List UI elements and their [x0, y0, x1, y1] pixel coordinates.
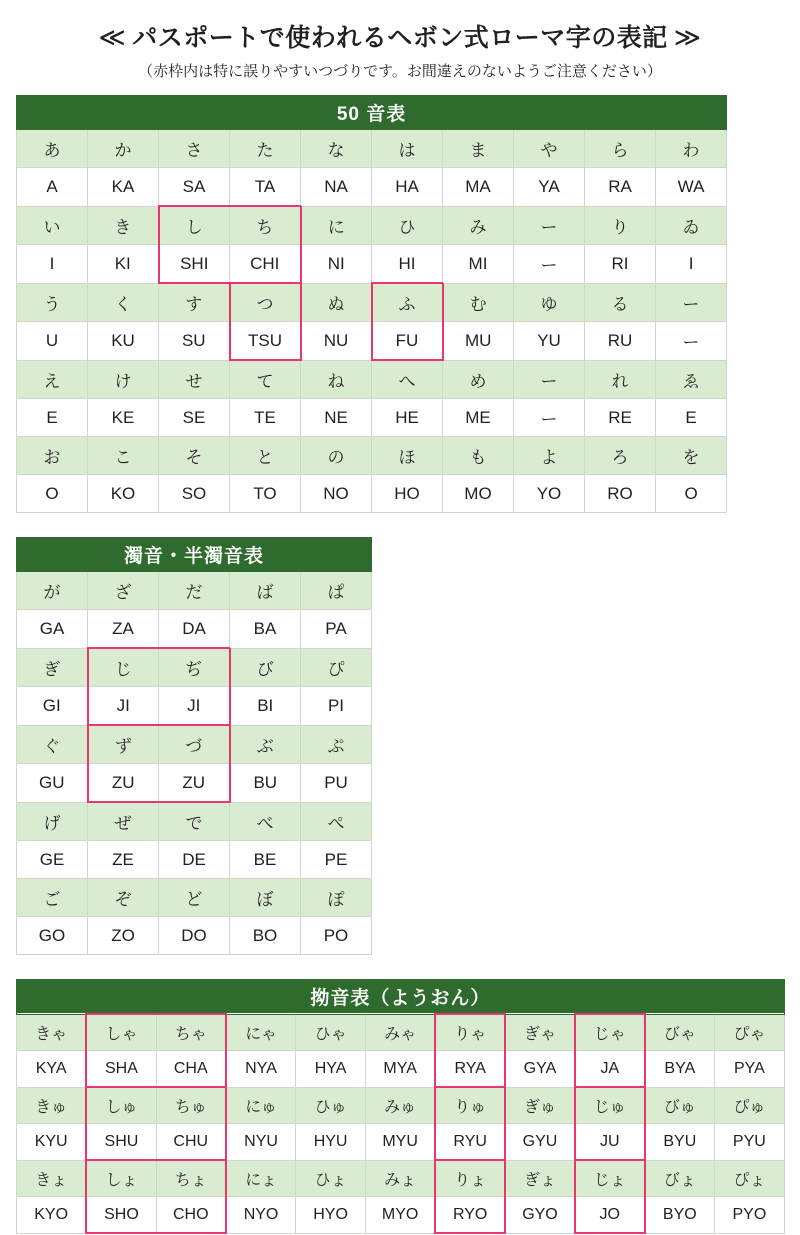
kana-cell: い	[17, 206, 88, 245]
romaji-cell: MO	[443, 475, 514, 513]
romaji-cell: BO	[230, 917, 301, 955]
romaji-cell: NE	[301, 399, 372, 437]
kana-cell: みゅ	[365, 1087, 435, 1124]
kana-cell: ぴょ	[714, 1160, 784, 1197]
kana-cell: じょ	[575, 1160, 645, 1197]
romaji-cell: GA	[17, 610, 88, 649]
romaji-cell: SHO	[86, 1197, 156, 1234]
kana-cell: ず	[88, 725, 159, 764]
kana-cell: ま	[443, 130, 514, 168]
kana-cell: み	[443, 206, 514, 245]
romaji-cell: GYA	[505, 1051, 575, 1088]
table-row	[17, 399, 727, 437]
kana-cell: て	[230, 360, 301, 399]
kana-table-table-50	[16, 95, 727, 513]
romaji-cell: DO	[159, 917, 230, 955]
kana-cell: ぽ	[301, 879, 372, 917]
romaji-cell: BYA	[645, 1051, 715, 1088]
romaji-cell: ー	[514, 245, 585, 284]
table-row	[17, 610, 372, 649]
romaji-cell: RYO	[435, 1197, 505, 1234]
table-heading-row	[17, 96, 727, 130]
table-row	[17, 1014, 785, 1051]
table-row	[17, 879, 372, 917]
romaji-cell: RA	[585, 168, 656, 207]
page-subtitle: （赤枠内は特に誤りやすいつづりです。お間違えのないようご注意ください）	[138, 63, 662, 80]
romaji-cell: JI	[88, 687, 159, 726]
kana-cell: さ	[159, 130, 230, 168]
kana-cell: か	[88, 130, 159, 168]
romaji-cell: NYU	[226, 1124, 296, 1161]
kana-cell: る	[585, 283, 656, 322]
romaji-cell: YU	[514, 322, 585, 361]
kana-cell: にゅ	[226, 1087, 296, 1124]
romaji-cell: RYA	[435, 1051, 505, 1088]
romaji-cell: GO	[17, 917, 88, 955]
romaji-cell: O	[656, 475, 727, 513]
kana-cell: つ	[230, 283, 301, 322]
romaji-cell: TA	[230, 168, 301, 207]
romaji-cell: PE	[301, 841, 372, 879]
kana-cell: ぱ	[301, 572, 372, 610]
kana-cell: ざ	[88, 572, 159, 610]
kana-cell: せ	[159, 360, 230, 399]
left-guillemet-icon: ≪	[98, 22, 127, 52]
table-row	[17, 1197, 785, 1234]
kana-cell: じ	[88, 648, 159, 687]
kana-cell: た	[230, 130, 301, 168]
romaji-cell: RU	[585, 322, 656, 361]
romaji-cell: SHI	[159, 245, 230, 284]
romaji-cell: SO	[159, 475, 230, 513]
kana-cell: ひゃ	[296, 1014, 366, 1051]
kana-cell: の	[301, 437, 372, 475]
romaji-cell: HYU	[296, 1124, 366, 1161]
romaji-cell: BI	[230, 687, 301, 726]
romaji-cell: ZU	[159, 764, 230, 803]
kana-cell: しゃ	[86, 1014, 156, 1051]
table-row	[17, 917, 372, 955]
romaji-cell: KE	[88, 399, 159, 437]
kana-cell: ぼ	[230, 879, 301, 917]
romaji-cell: CHA	[156, 1051, 226, 1088]
kana-cell: づ	[159, 725, 230, 764]
romaji-cell: CHU	[156, 1124, 226, 1161]
romaji-cell: SHA	[86, 1051, 156, 1088]
kana-cell: ぶ	[230, 725, 301, 764]
romaji-cell: PA	[301, 610, 372, 649]
kana-cell: ゑ	[656, 360, 727, 399]
romaji-cell: ZU	[88, 764, 159, 803]
right-guillemet-icon: ≫	[673, 22, 702, 52]
kana-cell: ぎょ	[505, 1160, 575, 1197]
table-row	[17, 283, 727, 322]
table-row	[17, 572, 372, 610]
kana-cell: と	[230, 437, 301, 475]
table-row	[17, 1160, 785, 1197]
kana-cell: む	[443, 283, 514, 322]
kana-cell: じゅ	[575, 1087, 645, 1124]
kana-cell: ぷ	[301, 725, 372, 764]
kana-cell: ぴゅ	[714, 1087, 784, 1124]
romaji-cell: PI	[301, 687, 372, 726]
romaji-cell: BYO	[645, 1197, 715, 1234]
kana-cell: ぐ	[17, 725, 88, 764]
romaji-cell: GE	[17, 841, 88, 879]
romaji-cell: JU	[575, 1124, 645, 1161]
romaji-cell: NU	[301, 322, 372, 361]
table-row	[17, 802, 372, 841]
romaji-cell: HYO	[296, 1197, 366, 1234]
kana-cell: びょ	[645, 1160, 715, 1197]
kana-cell: ら	[585, 130, 656, 168]
table-row	[17, 206, 727, 245]
kana-cell: き	[88, 206, 159, 245]
romaji-cell: ー	[656, 322, 727, 361]
romaji-cell: HE	[372, 399, 443, 437]
kana-cell: だ	[159, 572, 230, 610]
kana-cell: ど	[159, 879, 230, 917]
romaji-cell: YO	[514, 475, 585, 513]
romaji-cell: KYU	[17, 1124, 87, 1161]
kana-cell: こ	[88, 437, 159, 475]
romaji-cell: TSU	[230, 322, 301, 361]
romaji-cell: TE	[230, 399, 301, 437]
kana-cell: う	[17, 283, 88, 322]
kana-cell: りゅ	[435, 1087, 505, 1124]
kana-cell: ぞ	[88, 879, 159, 917]
kana-cell: ー	[656, 283, 727, 322]
romaji-cell: ー	[514, 399, 585, 437]
romaji-cell: GYU	[505, 1124, 575, 1161]
kana-cell: じゃ	[575, 1014, 645, 1051]
romaji-cell: GYO	[505, 1197, 575, 1234]
kana-cell: げ	[17, 802, 88, 841]
kana-cell: ぜ	[88, 802, 159, 841]
kana-cell: ぢ	[159, 648, 230, 687]
kana-cell: きゃ	[17, 1014, 87, 1051]
table-row	[17, 322, 727, 361]
romaji-cell: PO	[301, 917, 372, 955]
kana-cell: にゃ	[226, 1014, 296, 1051]
romaji-cell: U	[17, 322, 88, 361]
kana-cell: な	[301, 130, 372, 168]
kana-cell: や	[514, 130, 585, 168]
kana-cell: そ	[159, 437, 230, 475]
kana-cell: れ	[585, 360, 656, 399]
table-heading-row	[17, 980, 785, 1015]
table-row	[17, 841, 372, 879]
kana-cell: ちょ	[156, 1160, 226, 1197]
romaji-cell: PU	[301, 764, 372, 803]
romaji-cell: RI	[585, 245, 656, 284]
kana-cell: ぴ	[301, 648, 372, 687]
romaji-cell: MA	[443, 168, 514, 207]
romaji-cell: MYO	[365, 1197, 435, 1234]
kana-cell: みょ	[365, 1160, 435, 1197]
romaji-cell: YA	[514, 168, 585, 207]
kana-cell: ち	[230, 206, 301, 245]
romaji-cell: DE	[159, 841, 230, 879]
romaji-cell: BYU	[645, 1124, 715, 1161]
kana-cell: わ	[656, 130, 727, 168]
romaji-cell: PYO	[714, 1197, 784, 1234]
romaji-cell: JO	[575, 1197, 645, 1234]
romaji-cell: SHU	[86, 1124, 156, 1161]
romaji-cell: E	[17, 399, 88, 437]
kana-cell: り	[585, 206, 656, 245]
romaji-cell: MYA	[365, 1051, 435, 1088]
kana-cell: め	[443, 360, 514, 399]
kana-cell: に	[301, 206, 372, 245]
kana-cell: きゅ	[17, 1087, 87, 1124]
romaji-cell: RYU	[435, 1124, 505, 1161]
kana-cell: ろ	[585, 437, 656, 475]
table-row	[17, 168, 727, 207]
romaji-cell: PYU	[714, 1124, 784, 1161]
kana-cell: きょ	[17, 1160, 87, 1197]
kana-cell: ね	[301, 360, 372, 399]
kana-cell: びゃ	[645, 1014, 715, 1051]
kana-cell: ゐ	[656, 206, 727, 245]
kana-cell: みゃ	[365, 1014, 435, 1051]
table-row	[17, 130, 727, 168]
kana-cell: ば	[230, 572, 301, 610]
kana-cell: びゅ	[645, 1087, 715, 1124]
kana-cell: お	[17, 437, 88, 475]
romaji-cell: BA	[230, 610, 301, 649]
kana-cell: ちゃ	[156, 1014, 226, 1051]
romaji-cell: I	[17, 245, 88, 284]
romaji-cell: KYO	[17, 1197, 87, 1234]
romaji-cell: ME	[443, 399, 514, 437]
page-title-text: パスポートで使われるヘボン式ローマ字の表記	[132, 24, 668, 52]
kana-cell: ご	[17, 879, 88, 917]
romaji-cell: HI	[372, 245, 443, 284]
kana-cell: にょ	[226, 1160, 296, 1197]
table-row	[17, 1051, 785, 1088]
table-row	[17, 725, 372, 764]
kana-cell: ぎゃ	[505, 1014, 575, 1051]
tables-container	[16, 95, 784, 1234]
romaji-cell: MU	[443, 322, 514, 361]
romaji-cell: SU	[159, 322, 230, 361]
kana-cell: しゅ	[86, 1087, 156, 1124]
romaji-cell: SA	[159, 168, 230, 207]
romaji-cell: HO	[372, 475, 443, 513]
kana-cell: べ	[230, 802, 301, 841]
romaji-cell: CHO	[156, 1197, 226, 1234]
romaji-cell: JI	[159, 687, 230, 726]
kana-cell: く	[88, 283, 159, 322]
table-row	[17, 475, 727, 513]
romaji-cell: WA	[656, 168, 727, 207]
romaji-cell: NA	[301, 168, 372, 207]
table-row	[17, 245, 727, 284]
kana-cell: す	[159, 283, 230, 322]
kana-cell: で	[159, 802, 230, 841]
table-heading: 濁音・半濁音表	[17, 538, 372, 572]
kana-cell: ぎ	[17, 648, 88, 687]
romaji-cell: E	[656, 399, 727, 437]
kana-cell: し	[159, 206, 230, 245]
kana-cell: よ	[514, 437, 585, 475]
romaji-cell: NO	[301, 475, 372, 513]
romaji-cell: HA	[372, 168, 443, 207]
table-heading: 拗音表（ようおん）	[17, 980, 785, 1015]
romaji-cell: KA	[88, 168, 159, 207]
table-row	[17, 1087, 785, 1124]
kana-cell: え	[17, 360, 88, 399]
romaji-cell: KO	[88, 475, 159, 513]
romaji-cell: ZO	[88, 917, 159, 955]
kana-cell: ぬ	[301, 283, 372, 322]
romaji-cell: KI	[88, 245, 159, 284]
kana-table-table-dakuon	[16, 537, 372, 955]
kana-cell: ふ	[372, 283, 443, 322]
kana-cell: ゆ	[514, 283, 585, 322]
kana-cell: ぴゃ	[714, 1014, 784, 1051]
kana-cell: も	[443, 437, 514, 475]
romaji-cell: NYO	[226, 1197, 296, 1234]
kana-cell: を	[656, 437, 727, 475]
kana-cell: ぺ	[301, 802, 372, 841]
romaji-cell: MI	[443, 245, 514, 284]
kana-cell: び	[230, 648, 301, 687]
kana-cell: へ	[372, 360, 443, 399]
table-row	[17, 360, 727, 399]
kana-cell: ひょ	[296, 1160, 366, 1197]
romaji-cell: A	[17, 168, 88, 207]
table-row	[17, 764, 372, 803]
romaji-cell: GI	[17, 687, 88, 726]
romaji-cell: O	[17, 475, 88, 513]
kana-cell: ー	[514, 206, 585, 245]
romaji-cell: KU	[88, 322, 159, 361]
romaji-cell: BE	[230, 841, 301, 879]
table-heading-row	[17, 538, 372, 572]
romaji-cell: JA	[575, 1051, 645, 1088]
table-row	[17, 1124, 785, 1161]
kana-cell: ひ	[372, 206, 443, 245]
kana-cell: しょ	[86, 1160, 156, 1197]
romaji-cell: TO	[230, 475, 301, 513]
romaji-cell: GU	[17, 764, 88, 803]
kana-cell: け	[88, 360, 159, 399]
romaji-cell: SE	[159, 399, 230, 437]
romaji-cell: ZE	[88, 841, 159, 879]
kana-cell: ひゅ	[296, 1087, 366, 1124]
kana-cell: ほ	[372, 437, 443, 475]
table-row	[17, 437, 727, 475]
table-heading: 50 音表	[17, 96, 727, 130]
table-row	[17, 648, 372, 687]
kana-cell: が	[17, 572, 88, 610]
romaji-cell: I	[656, 245, 727, 284]
romaji-cell: NYA	[226, 1051, 296, 1088]
romaji-cell: RO	[585, 475, 656, 513]
kana-cell: ぎゅ	[505, 1087, 575, 1124]
romaji-cell: CHI	[230, 245, 301, 284]
romaji-cell: DA	[159, 610, 230, 649]
kana-cell: ちゅ	[156, 1087, 226, 1124]
romaji-cell: RE	[585, 399, 656, 437]
kana-cell: ー	[514, 360, 585, 399]
romaji-cell: FU	[372, 322, 443, 361]
kana-table-table-youon	[16, 979, 785, 1234]
romaji-cell: ZA	[88, 610, 159, 649]
romaji-cell: KYA	[17, 1051, 87, 1088]
page-title	[16, 18, 784, 54]
romaji-cell: HYA	[296, 1051, 366, 1088]
romaji-cell: NI	[301, 245, 372, 284]
kana-cell: りょ	[435, 1160, 505, 1197]
kana-cell: あ	[17, 130, 88, 168]
kana-cell: は	[372, 130, 443, 168]
table-row	[17, 687, 372, 726]
romaji-cell: BU	[230, 764, 301, 803]
kana-cell: りゃ	[435, 1014, 505, 1051]
romaji-cell: PYA	[714, 1051, 784, 1088]
romaji-cell: MYU	[365, 1124, 435, 1161]
